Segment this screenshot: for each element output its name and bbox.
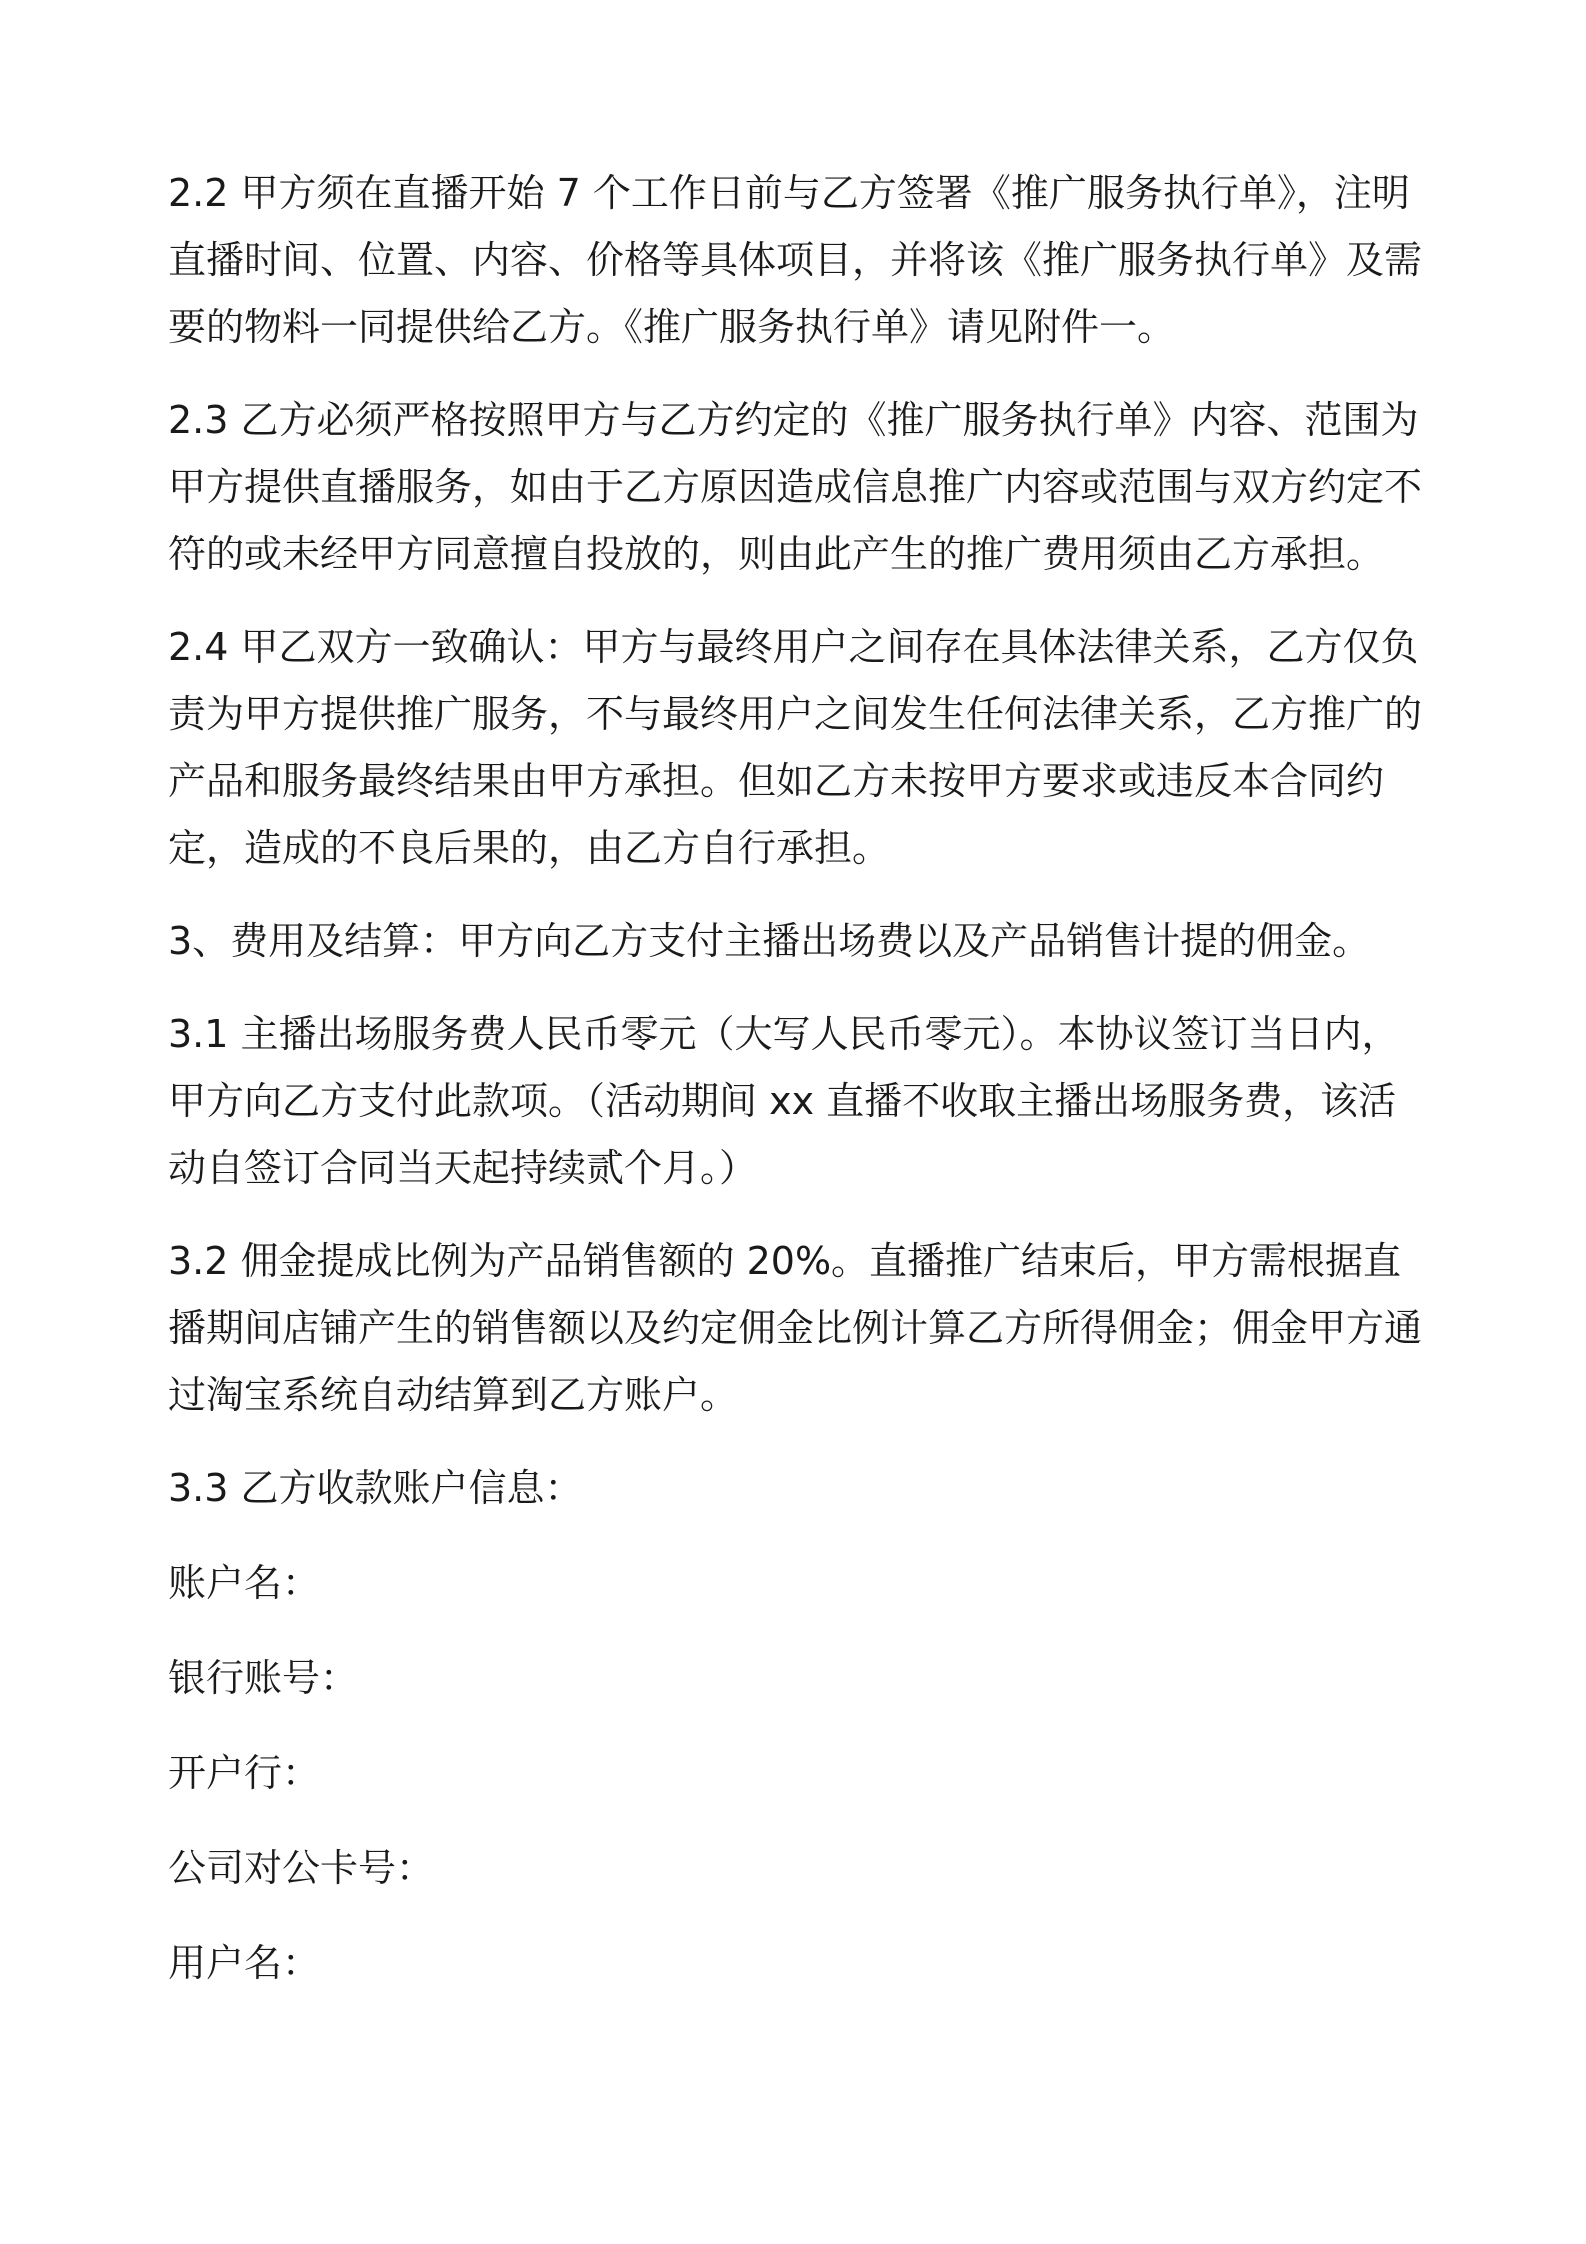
field-account-name: 账户名：	[168, 1561, 321, 1605]
field-username: 用户名：	[168, 1941, 321, 1985]
field-opening-bank: 开户行：	[168, 1751, 321, 1795]
field-corporate-card: 公司对公卡号：	[168, 1846, 435, 1890]
document-body	[168, 160, 1428, 2025]
clause-3-1: 3.1 主播出场服务费人民币零元（大写人民币零元）。本协议签订当日内，甲方向乙方支付此款项。（活动期间 xx 直播不收取主播出场服务费，该活动自签订合同当天起持续贰个月。）	[168, 1012, 1400, 1190]
section-3-heading: 3、费用及结算：甲方向乙方支付主播出场费以及产品销售计提的佣金。	[168, 919, 1371, 963]
clause-2-2: 2.2 甲方须在直播开始 7 个工作日前与乙方签署《推广服务执行单》，注明直播时间、位置、内容、价格等具体项目，并将该《推广服务执行单》及需要的物料一同提供给乙方。《推广服务执行单》请见附件一。	[168, 171, 1423, 349]
clause-3-3: 3.3 乙方收款账户信息：	[168, 1466, 583, 1510]
field-bank-account: 银行账号：	[168, 1656, 359, 1700]
clause-3-2: 3.2 佣金提成比例为产品销售额的 20%。直播推广结束后，甲方需根据直播期间店铺产生的销售额以及约定佣金比例计算乙方所得佣金；佣金甲方通过淘宝系统自动结算到乙方账户。	[168, 1239, 1423, 1417]
clause-2-3: 2.3 乙方必须严格按照甲方与乙方约定的《推广服务执行单》内容、范围为甲方提供直播服务，如由于乙方原因造成信息推广内容或范围与双方约定不符的或未经甲方同意擅自投放的，则由此产生的推广费用须由乙方承担。	[168, 398, 1423, 576]
clause-2-4: 2.4 甲乙双方一致确认：甲方与最终用户之间存在具体法律关系，乙方仅负责为甲方提供推广服务，不与最终用户之间发生任何法律关系，乙方推广的产品和服务最终结果由甲方承担。但如乙方未按甲方要求或违反本合同约定，造成的不良后果的，由乙方自行承担。	[168, 625, 1423, 870]
